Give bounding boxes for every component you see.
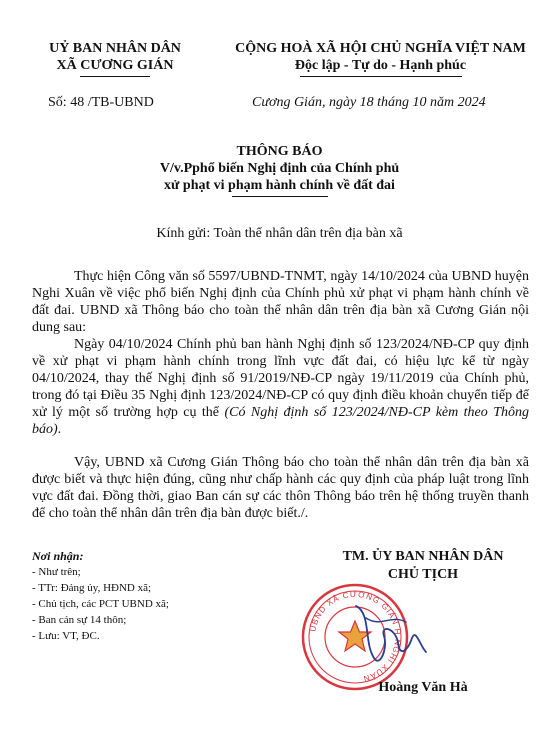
notice-heading: THÔNG BÁO [236,144,323,159]
seal-text: UBND XÃ CƯƠNG GIÁN H.NGHI XUÂN [308,589,403,684]
signature-block [318,548,528,584]
subject-line1: V/v.Pphổ biến Nghị định của Chính phủ [159,161,400,176]
recipient-item: - Lưu: VT, ĐC. [32,630,100,642]
signature-title-line2: CHỦ TỊCH [387,567,459,582]
signer-name: Hoàng Văn Hà [378,680,468,695]
number-value: 48 [70,95,85,110]
body-paragraph-3: Vậy, UBND xã Cương Gián Thông báo cho toàn thể nhân dân trên địa bàn xã được biết và thực hiện đúng, cũng như chấp hành các quy định của pháp luật trong lĩnh vực đất đai. Đồng thời, giao Ban cán sự các thôn Thông báo trên hệ thống truyền thanh để cho toàn thể nhân dân trên địa bàn được biết./. [32,455,529,521]
country-name: CỘNG HOÀ XÃ HỘI CHỦ NGHĨA VIỆT NAM [235,41,526,56]
body-paragraph-2-text: Ngày 04/10/2024 Chính phủ ban hành Nghị định số 123/2024/NĐ-CP quy định về xử phạt vi phạm hành chính trong lĩnh vực đất đai, có hiệu lực kể từ ngày 04/10/2024, thay thế Nghị định số 91/2019/NĐ-CP ngày 19/11/2019 của Chính phủ, trong đó tại Điều 35 Nghị định 123/2024/NĐ-CP có quy định điều khoản chuyển tiếp để xử lý một số trường hợp cụ thể [32,337,529,420]
place-date [252,95,486,111]
issuing-authority [20,40,210,74]
motto-underline [300,76,462,77]
title-underline [232,196,328,197]
org-name-line1: UỶ BAN NHÂN DÂN [49,41,181,56]
national-motto: Độc lập - Tự do - Hạnh phúc [294,58,467,73]
subject-line2: xử phạt vi phạm hành chính về đất đai [164,178,395,193]
org-underline [80,76,150,77]
recipients-block [32,548,272,644]
org-name-line2: XÃ CƯƠNG GIÁN [56,58,174,73]
handwritten-signature [336,588,436,688]
recipient-item: - Chủ tịch, các PCT UBND xã; [32,598,169,610]
recipient-item: - Như trên; [32,566,81,578]
body-paragraph-1: Thực hiện Công văn số 5597/UBND-TNMT, ngày 14/10/2024 của UBND huyện Nghi Xuân về việc phổ biến Nghị định của Chính phủ xử phạt vi phạm hành chính về đất đai. UBND xã Thông báo cho toàn thể nhân dân trên địa bàn xã Cương Gián nội dung sau: [32,269,529,335]
recipients-title: Nơi nhận: [32,549,84,563]
attachment-note: (Có Nghị định số 123/2024/NĐ-CP kèm theo Thông báo) [32,405,529,437]
recipient-item: - TTr: Đảng ủy, HĐND xã; [32,582,152,594]
signature-title-line1: TM. ỦY BAN NHÂN DÂN [342,549,504,564]
addressee-line: Kính gửi: Toàn thể nhân dân trên địa bàn xã [156,226,403,241]
body-paragraph-2 [32,336,529,438]
document-number [48,95,154,111]
notice-title [0,143,559,194]
body-paragraph-2-end: . [57,422,62,437]
recipient-item: - Ban cán sự 14 thôn; [32,614,127,626]
national-heading [218,40,543,74]
place-date-suffix: tháng 10 năm 2024 [373,95,486,110]
number-prefix: Số: [48,95,71,110]
day-value: 18 [359,95,374,110]
number-suffix: /TB-UBND [84,95,154,110]
place-date-prefix: Cương Gián, ngày [252,95,360,110]
